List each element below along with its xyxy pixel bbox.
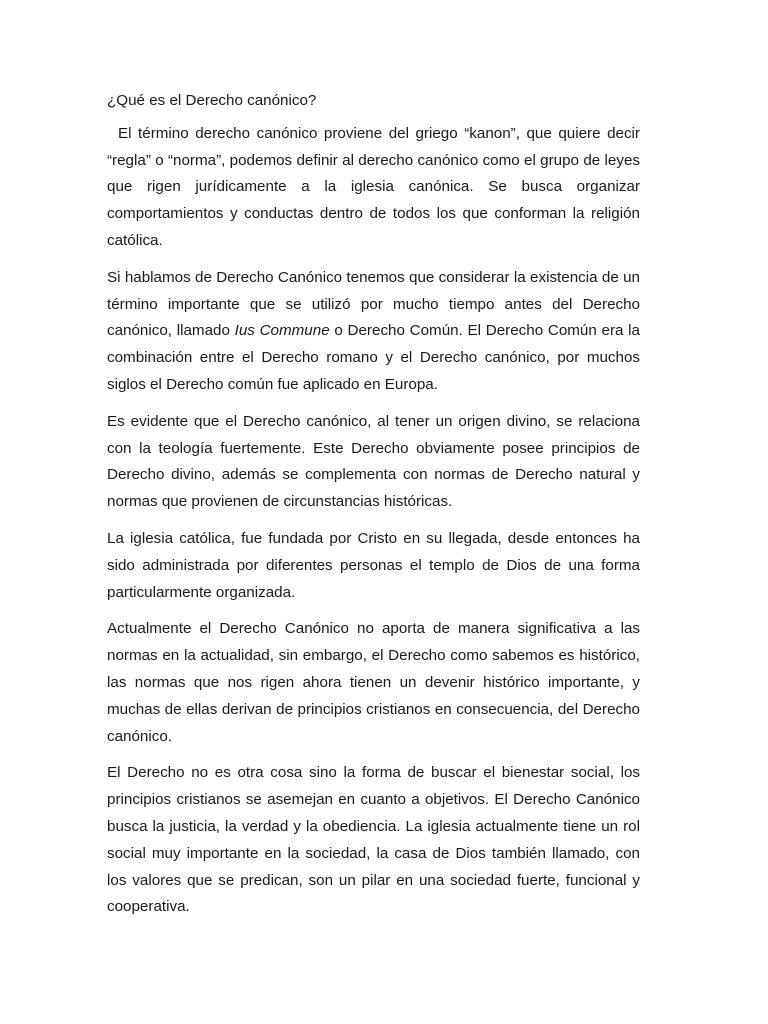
paragraph-2-part-1: Si hablamos de Derecho Canónico tenemos que considerar la existencia de un término importante que se utilizó por mucho tiempo antes del Derecho canónico, llamado <box>107 268 640 340</box>
paragraph-2-part-2: o Derecho Común. El Derecho Común era la combinación entre el Derecho romano y el Derecho canónico, por muchos siglos el Derecho común fue aplicado en Europa. <box>107 322 640 393</box>
paragraph-4: La iglesia católica, fue fundada por Cristo en su llegada, desde entonces ha sido administrada por diferentes personas el templo de Dios de una forma particularmente organizada. <box>107 529 640 601</box>
document-title: ¿Qué es el Derecho canónico? <box>107 92 317 109</box>
ius-commune-term: Ius Commune <box>234 322 330 340</box>
paragraph-5: Actualmente el Derecho Canónico no aporta de manera significativa a las normas en la actualidad, sin embargo, el Derecho como sabemos es histórico, las normas que nos rigen ahora tienen un devenir histórico importante, y muchas de ellas derivan de principios cristianos en consecuencia, del Derecho canónico. <box>107 620 640 745</box>
paragraph-3: Es evidente que el Derecho canónico, al tener un origen divino, se relaciona con la teología fuertemente. Este Derecho obviamente posee principios de Derecho divino, además se complementa con normas de Derecho natural y normas que provienen de circunstancias históricas. <box>107 412 640 511</box>
paragraph-2 <box>107 265 640 399</box>
paragraph-1: El término derecho canónico proviene del griego “kanon”, que quiere decir “regla” o “norma”, podemos definir al derecho canónico como el grupo de leyes que rigen jurídicamente a la iglesia canónica. Se busca organizar comportamientos y conductas dentro de todos los que conforman la religión católica. <box>107 124 640 249</box>
paragraph-6: El Derecho no es otra cosa sino la forma de buscar el bienestar social, los principios cristianos se asemejan en cuanto a objetivos. El Derecho Canónico busca la justicia, la verdad y la obediencia. La iglesia actualmente tiene un rol social muy importante en la sociedad, la casa de Dios también llamado, con los valores que se predican, son un pilar en una sociedad fuerte, funcional y cooperativa. <box>107 764 640 916</box>
document-page <box>107 88 640 931</box>
